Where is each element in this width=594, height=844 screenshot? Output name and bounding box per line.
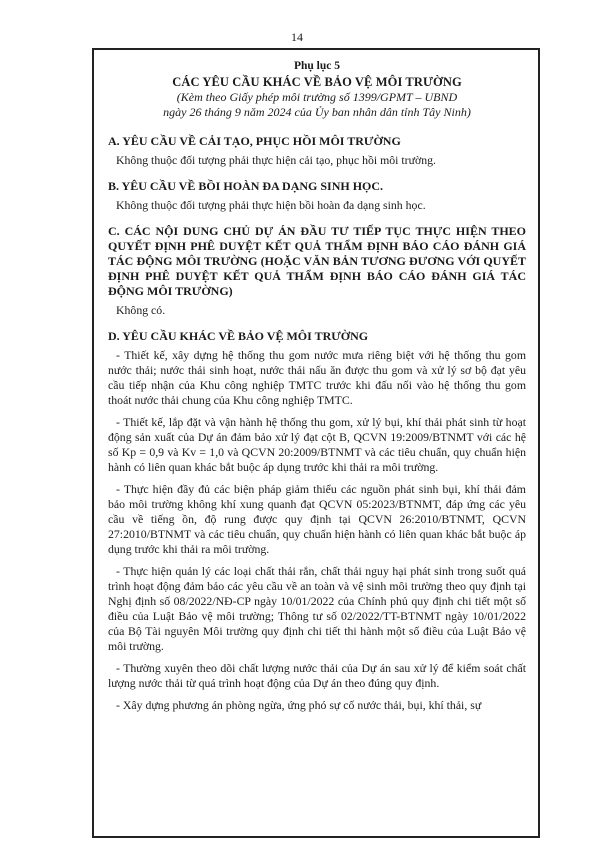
subtitle-line-1: (Kèm theo Giấy phép môi trường số 1399/GPMT – UBND: [176, 90, 458, 104]
document-title: CÁC YÊU CẦU KHÁC VỀ BẢO VỆ MÔI TRƯỜNG: [172, 75, 462, 89]
page-number: 14: [291, 30, 303, 44]
section-d-item: - Thực hiện quản lý các loại chất thải rắn, chất thải nguy hại phát sinh trong suốt quá trình hoạt động đảm bảo các yêu cầu về an toàn và vệ sinh môi trường theo quy định tại Nghị định số 08/2022/NĐ-CP ngày 10/01/2022 của Chính phủ quy định chi tiết một số điều của Luật Bảo vệ môi trường; Thông tư số 02/2022/TT-BTNMT ngày 10/01/2022 của Bộ Tài nguyên Môi trường quy định chi tiết thi hành một số điều của Luật Bảo vệ môi trường.: [108, 564, 526, 653]
section-d-item: - Thực hiện đầy đủ các biện pháp giảm thiểu các nguồn phát sinh bụi, khí thải đảm bảo môi trường không khí xung quanh đạt QCVN 05:2023/BTNMT, đáp ứng các yêu cầu về tiếng ồn, độ rung được quy định tại QCVN 26:2010/BTNMT, QCVN 27:2010/BTNMT và các tiêu chuẩn, quy chuẩn hiện hành có liên quan khác bắt buộc áp dụng trước khi thải ra môi trường.: [108, 482, 526, 556]
section-d-item: - Thường xuyên theo dõi chất lượng nước thải của Dự án sau xử lý để kiểm soát chất lượng nước thải từ quá trình hoạt động của Dự án theo đúng quy định.: [108, 661, 526, 690]
section-b-heading: B. YÊU CẦU VỀ BỒI HOÀN ĐA DẠNG SINH HỌC.: [108, 179, 384, 193]
subtitle-line-2: ngày 26 tháng 9 năm 2024 của Ủy ban nhân dân tỉnh Tây Ninh): [163, 105, 471, 119]
section-d-heading: D. YÊU CẦU KHÁC VỀ BẢO VỆ MÔI TRƯỜNG: [108, 329, 369, 343]
section-c-body: Không có.: [116, 303, 166, 317]
section-b-body: Không thuộc đối tượng phải thực hiện bồi hoàn đa dạng sinh học.: [116, 198, 426, 212]
section-d-item: - Thiết kế, lắp đặt và vận hành hệ thống thu gom, xử lý bụi, khí thải phát sinh từ hoạt động sản xuất của Dự án đảm bảo xử lý đạt cột B, QCVN 19:2009/BTNMT với các hệ số Kp = 0,9 và Kv = 1,0 và QCVN 20:2009/BTNMT và các tiêu chuẩn, quy chuẩn hiện hành có liên quan khác bắt buộc áp dụng trước khi thải ra môi trường.: [108, 415, 526, 474]
section-d-item: - Thiết kế, xây dựng hệ thống thu gom nước mưa riêng biệt với hệ thống thu gom nước thải; nước thải sinh hoạt, nước thải nấu ăn được thu gom và xử lý sơ bộ đạt yêu cầu tiếp nhận của Khu công nghiệp TMTC trước khi đấu nối vào hệ thống thu gom thoát nước thải chung của Khu công nghiệp TMTC.: [108, 348, 526, 407]
section-a-body: Không thuộc đối tượng phải thực hiện cải tạo, phục hồi môi trường.: [116, 153, 436, 167]
section-c-heading: C. CÁC NỘI DUNG CHỦ DỰ ÁN ĐẦU TƯ TIẾP TỤC THỰC HIỆN THEO QUYẾT ĐỊNH PHÊ DUYỆT KẾT QUẢ THẨM ĐỊNH BÁO CÁO ĐÁNH GIÁ TÁC ĐỘNG MÔI TRƯỜNG (HOẶC VĂN BẢN TƯƠNG ĐƯƠNG VỚI QUYẾT ĐỊNH PHÊ DUYỆT KẾT QUẢ THẨM ĐỊNH BÁO CÁO ĐÁNH GIÁ TÁC ĐỘNG MÔI TRƯỜNG): [108, 224, 526, 298]
document-body: [108, 55, 526, 713]
appendix-title: Phụ lục 5: [293, 60, 340, 72]
section-d-item: - Xây dựng phương án phòng ngừa, ứng phó sự cố nước thải, bụi, khí thải, sự: [116, 698, 482, 712]
section-a-heading: A. YÊU CẦU VỀ CẢI TẠO, PHỤC HỒI MÔI TRƯỜNG: [108, 134, 401, 148]
